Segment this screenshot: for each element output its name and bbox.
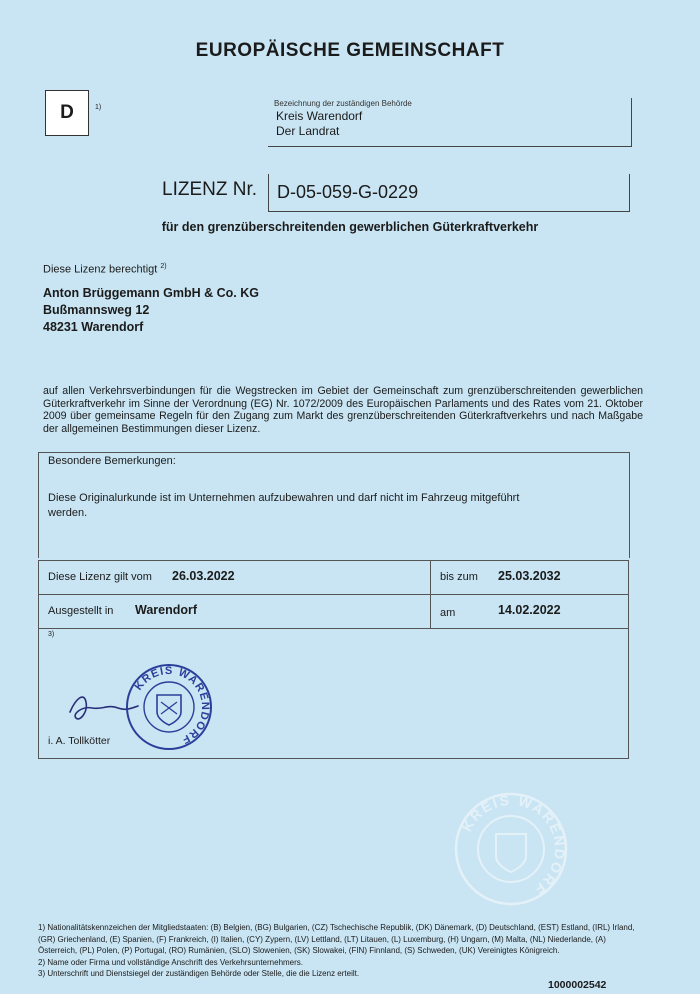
serial-number: 1000002542	[548, 979, 607, 991]
valid-from-label: Diese Lizenz gilt vom	[48, 571, 152, 583]
holder-street: Bußmannsweg 12	[43, 303, 150, 317]
grid-right-border	[628, 560, 629, 758]
authority-label: Bezeichnung der zuständigen Behörde	[274, 99, 412, 108]
holder-name: Anton Brüggemann GmbH & Co. KG	[43, 286, 259, 300]
holder-intro	[43, 263, 167, 276]
signature-footnote-marker: 3)	[48, 631, 55, 638]
remarks-top-border	[38, 452, 629, 453]
grid-line-1	[38, 560, 629, 561]
country-code: D	[60, 102, 74, 123]
valid-from-value: 26.03.2022	[172, 569, 235, 583]
holder-footnote-marker: 2)	[160, 263, 167, 270]
holder-intro-text: Diese Lizenz berechtigt	[43, 263, 158, 276]
document-title: EUROPÄISCHE GEMEINSCHAFT	[195, 40, 505, 61]
issued-place-value: Warendorf	[135, 603, 198, 617]
scope-paragraph: auf allen Verkehrsverbindungen für die Wegstrecken im Gebiet der Gemeinschaft zum grenzüberschreitenden gewerblichen Güterkraftverkehr im Sinne der Verordnung (EG) Nr. 1072/2009 des Europäischen Parlaments und des Rates vom 21. Oktober 2009 über gemeinsame Regeln für den Zugang zum Markt des grenzüberschreitenden Güterkraftverkehrs und nach Maßgabe der allgemeinen Bestimmungen dieser Lizenz.	[43, 385, 643, 435]
issued-date-label: am	[440, 607, 456, 619]
license-number: D-05-059-G-0229	[277, 182, 419, 202]
authority-official: Der Landrat	[276, 124, 340, 138]
svg-text:KREIS WARENDORF: KREIS WARENDORF	[132, 664, 212, 747]
footnote-2: 2) Name oder Firma und vollständige Anschrift des Verkehrsunternehmers.	[38, 957, 304, 967]
issued-place-label: Ausgestellt in	[48, 605, 114, 617]
footnote-1: 1) Nationalitätskennzeichen der Mitgliedstaaten: (B) Belgien, (BG) Bulgarien, (CZ) Tschechische Republik, (DK) Dänemark, (D) Deutschland, (EST) Estland, (IRL) Irland, (GR) Griechenland, (E) Spanien, (F) Frankreich, (I) Italien, (CY) Zypern, (LV) Lettland, (LT) Litauen, (L) Luxemburg, (H) Ungarn, (M) Malta, (NL) Niederlande, (A) Österreich, (PL) Polen, (P) Portugal, (RO) Rumänien, (SLO) Slowenien, (SK) Slowakei, (FIN) Finnland, (S) Schweden, (UK) Vereinigtes Königreich.	[38, 923, 635, 955]
remarks-label: Besondere Bemerkungen:	[48, 455, 176, 467]
grid-bottom-border	[38, 758, 629, 759]
issued-date-value: 14.02.2022	[498, 603, 561, 617]
holder-city: 48231 Warendorf	[43, 320, 144, 334]
grid-divider	[430, 560, 431, 628]
embossed-seal-watermark	[452, 790, 570, 908]
svg-text:KREIS WARENDORF: KREIS WARENDORF	[458, 791, 569, 899]
grid-line-2	[38, 594, 629, 595]
official-seal-stamp	[124, 662, 214, 752]
grid-line-3	[38, 628, 629, 629]
license-subtitle: für den grenzüberschreitenden gewerblichen Güterkraftverkehr	[161, 220, 539, 234]
license-label: LIZENZ Nr.	[162, 179, 258, 200]
signer-name: i. A. Tollkötter	[48, 735, 111, 747]
valid-to-label: bis zum	[440, 571, 478, 583]
footnotes	[38, 922, 638, 980]
valid-to-value: 25.03.2032	[498, 569, 561, 583]
country-code-box	[45, 90, 89, 136]
authority-name: Kreis Warendorf	[276, 109, 363, 123]
footnote-3: 3) Unterschrift und Dienstsiegel der zuständigen Behörde oder Stelle, die die Lizenz erteilt.	[38, 969, 360, 978]
license-number-box	[268, 174, 630, 212]
grid-left-border	[38, 560, 39, 758]
country-footnote-marker: 1)	[95, 104, 102, 111]
remarks-text: Diese Originalurkunde ist im Unternehmen aufzubewahren und darf nicht im Fahrzeug mitgeführt werden.	[48, 492, 520, 519]
